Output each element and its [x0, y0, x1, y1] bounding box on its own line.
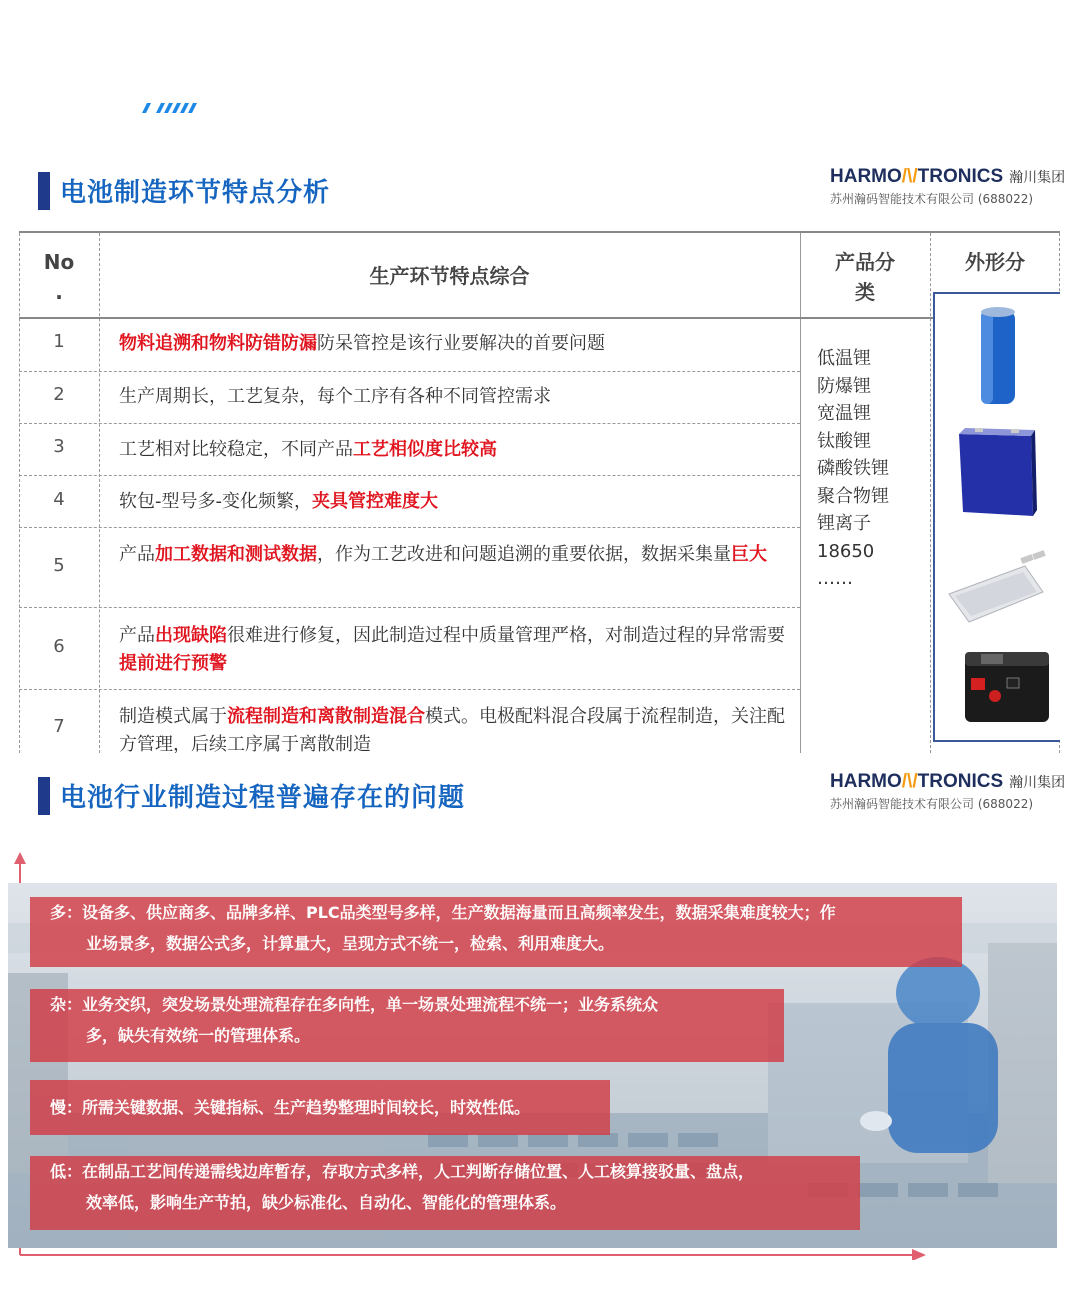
problem-many: 多：设备多、供应商多、品牌多样、PLC品类型号多样，生产数据海量而且高频率发生，数据采集难度较大；作 业场景多，数据公式多，计算量大，呈现方式不统一，检索、利用难度大。	[30, 897, 962, 967]
features-table	[19, 231, 1060, 753]
row-number: 5	[53, 555, 65, 576]
battery-shapes-panel	[933, 292, 1060, 742]
row-text: 物料追溯和物料防错防漏防呆管控是该行业要解决的首要问题	[119, 333, 605, 354]
row-number: 7	[53, 716, 65, 737]
decorative-slashes	[138, 98, 200, 108]
row-number: 4	[53, 489, 65, 510]
row-text: 制造模式属于流程制造和离散制造混合模式。电极配料混合段属于流程制造，关注配方管理，后续工序属于离散制造	[119, 706, 785, 753]
prismatic-battery-icon	[959, 428, 1037, 516]
product-category-list: 低温锂 防爆锂 宽温锂 钛酸锂 磷酸铁锂 聚合物锂 锂离子 18650 ……	[817, 348, 889, 589]
section1-title: 电池制造环节特点分析	[60, 178, 331, 208]
row-number: 1	[53, 331, 65, 352]
row-text: 产品加工数据和测试数据，作为工艺改进和问题追溯的重要依据，数据采集量巨大	[119, 544, 767, 565]
problem-complex: 杂：业务交织，突发场景处理流程存在多向性，单一场景处理流程不统一；业务系统众 多，缺失有效统一的管理体系。	[30, 989, 784, 1062]
pulse-icon: /\/	[901, 166, 918, 187]
problem-low: 低：在制品工艺间传递需线边库暂存，存取方式多样，人工判断存储位置、人工核算接驳量、盘点， 效率低，影响生产节拍，缺少标准化、自动化、智能化的管理体系。	[30, 1156, 860, 1230]
header-features: 生产环节特点综合	[369, 264, 530, 288]
battery-pack-icon	[965, 652, 1049, 722]
row-text: 产品出现缺陷很难进行修复，因此制造过程中质量管理严格，对制造过程的异常需要提前进行预警	[119, 625, 785, 674]
row-number: 6	[53, 636, 65, 657]
row-text: 工艺相对比较稳定，不同产品工艺相似度比较高	[119, 439, 497, 460]
problem-slow: 慢：所需关键数据、关键指标、生产趋势整理时间较长，时效性低。	[30, 1080, 610, 1135]
factory-scene-image	[8, 883, 1057, 1248]
row-text: 生产周期长，工艺复杂，每个工序有各种不同管控需求	[119, 386, 551, 407]
section1-title-bar	[38, 172, 50, 210]
header-no: No .	[43, 250, 75, 304]
section2-title-bar	[38, 777, 50, 815]
company-logo: HARMO/\/TRONICS 瀚川集团 苏州瀚码智能技术有限公司 (688022)	[830, 166, 1066, 206]
company-logo: HARMO/\/TRONICS 瀚川集团 苏州瀚码智能技术有限公司 (688022)	[830, 771, 1066, 811]
row-text: 软包-型号多-变化频繁，夹具管控难度大	[119, 491, 438, 512]
pouch-battery-icon	[949, 550, 1046, 622]
header-shape-category: 外形分	[965, 250, 1025, 274]
header-product-category: 产品分 类	[835, 250, 895, 304]
cylindrical-battery-icon	[981, 307, 1015, 404]
section2-title: 电池行业制造过程普遍存在的问题	[60, 783, 466, 813]
pulse-icon: /\/	[901, 771, 918, 792]
row-number: 3	[53, 436, 65, 457]
row-number: 2	[53, 384, 65, 405]
